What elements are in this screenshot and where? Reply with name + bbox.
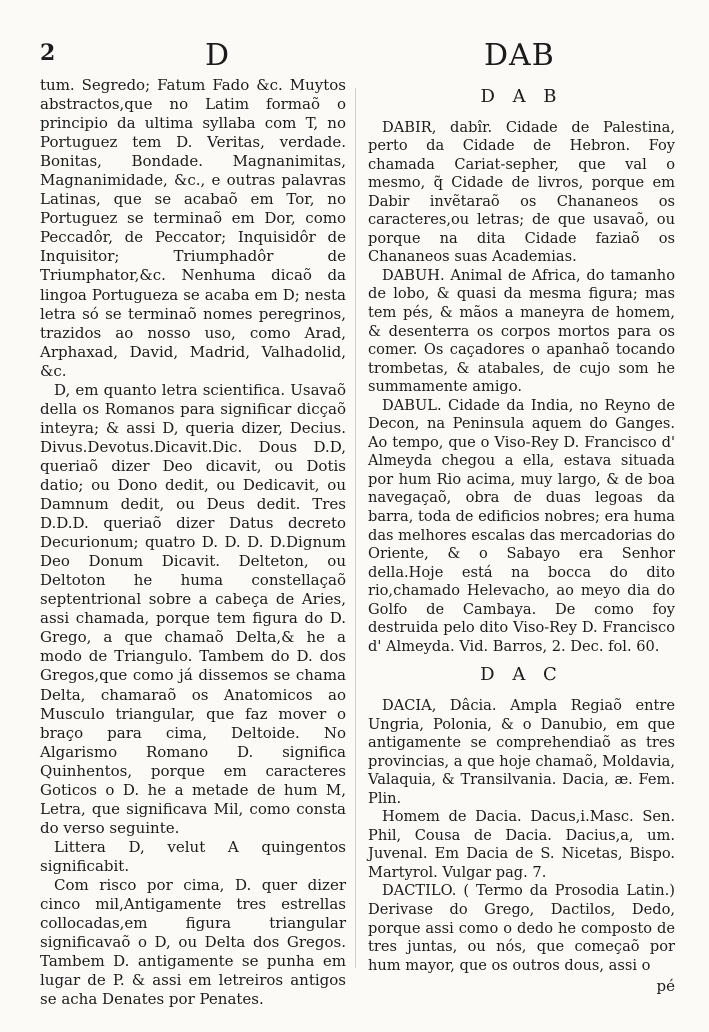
catchword: pé	[656, 977, 675, 996]
section-heading-dab: D A B	[480, 86, 563, 107]
entry-dabuh: DABUH. Animal de Africa, do tamanho de lobo, & quasi da mesma figura; mas tem pés, & mãos a maneyra de homem, & desenterra os corpos mortos para os comer. Os caçadores o apanhaõ tocando trombetas, & atabales, de cujo som he summamente amigo.	[368, 266, 675, 396]
page-number: 2	[40, 40, 56, 66]
column-divider	[355, 88, 356, 968]
entry-dactilo: DACTILO. ( Termo da Prosodia Latin.) Derivase do Grego, Dactilos, Dedo, porque assi como o dedo he composto de tres juntas, ou nós, que começaõ por hum mayor, que os outros dous, assi o	[368, 882, 675, 974]
entry-dabir: DABIR, dabîr. Cidade de Palestina, perto da Cidade de Hebron. Foy chamada Cariat-sepher, que val o mesmo, q̃ Cidade de livros, porque em Dabir invẽtaraõ os Chananeos os caracteres,ou letras; de que usavaõ, ou porque na dita Cidade faziaõ os Chananeos suas Academias.	[368, 118, 675, 266]
left-paragraph-1: tum. Segredo; Fatum Fado &c. Muytos abstractos,que no Latim formaõ o principio da ultima syllaba com T, no Portuguez tem D. Veritas, verdade. Bonitas, Bondade. Magnanimitas, Magnanimidade, &c., e outras palavras Latinas, que se acabaõ em Tor, no Portuguez se terminaõ em Dor, como Peccadôr, de Peccator; Inquisidôr de Inquisitor; Triumphadôr de Triumphator,&c. Nenhuma dicaõ da lingoa Portugueza se acaba em D; nesta letra só se terminaõ nomes peregrinos, trazidos ao nosso uso, como Arad, Arphaxad, David, Madrid, Valhadolid, &c.	[40, 76, 346, 380]
entry-homem-de-dacia: Homem de Dacia. Dacus,i.Masc. Sen. Phil, Cousa de Dacia. Dacius,a, um. Juvenal. Em Dacia de S. Nicetas, Bispo. Martyrol. Vulgar pag. 7.	[368, 808, 675, 881]
left-paragraph-3: Littera D, velut A quingentos significabit.	[40, 837, 346, 875]
left-column	[40, 76, 346, 1009]
left-paragraph-2: D, em quanto letra scientifica. Usavaõ della os Romanos para significar dicçaõ inteyra; & assi D, queria dizer, Decius. Divus.Devotus.Dicavit.Dic. Dous D.D, queriaõ dizer Deo dicavit, ou Dotis datio; ou Dono dedit, ou Dedicavit, ou Damnum dedit, ou Deus dedit. Tres D.D.D. queriaõ dizer Datus decreto Decurionum; quatro D. D. D. D.Dignum Deo Donum Dicavit. Delteton, ou Deltoton he huma constellaçaõ septentrional sobre a cabeça de Aries, assi chamada, porque tem figura do D. Grego, a que chamaõ Delta,& he a modo de Triangulo. Tambem do D. dos Gregos,que como já dissemos se chama Delta, chamaraõ os Anatomicos ao Musculo triangular, que faz mover o braço para cima, Deltoide. No Algarismo Romano D. significa Quinhentos, porque em caracteres Goticos o D. he a metade de hum M, Letra, que significava Mil, como consta do verso seguinte.	[40, 380, 346, 837]
entry-dabul: DABUL. Cidade da India, no Reyno de Decon, na Peninsula aquem do Ganges. Ao tempo, que o Viso-Rey D. Francisco d' Almeyda chegou a ella, estava situada por hum Rio acima, muy largo, & de boa navegaçaõ, obra de duas legoas da barra, toda de edificios nobres; era huma das melhores escalas das mercadorias do Oriente, & o Sabayo era Senhor della.Hoje está na bocca do dito rio,chamado Helevacho, ao meyo dia do Golfo de Cambaya. De como foy destruida pelo dito Viso-Rey D. Francisco d' Almeyda. Vid. Barros, 2. Dec. fol. 60.	[368, 396, 675, 655]
section-heading-dac: D A C	[480, 664, 563, 686]
right-column	[368, 76, 675, 996]
left-paragraph-4: Com risco por cima, D. quer dizer cinco mil,Antigamente tres estrellas collocadas,em figura triangular significavaõ o D, ou Delta dos Gregos. Tambem D. antigamente se punha em lugar de P. & assi em letreiros antigos se acha Denates por Penates.	[40, 875, 346, 1009]
running-head-letter: D	[205, 38, 231, 73]
entry-dacia: DACIA, Dâcia. Ampla Regiaõ entre Ungria, Polonia, & o Danubio, em que antigamente se comprehendiaõ as tres provincias, a que hoje chamaõ, Moldavia, Valaquia, & Transilvania. Dacia, æ. Fem. Plin.	[368, 696, 675, 807]
running-head-guide-word: DAB	[484, 38, 555, 73]
